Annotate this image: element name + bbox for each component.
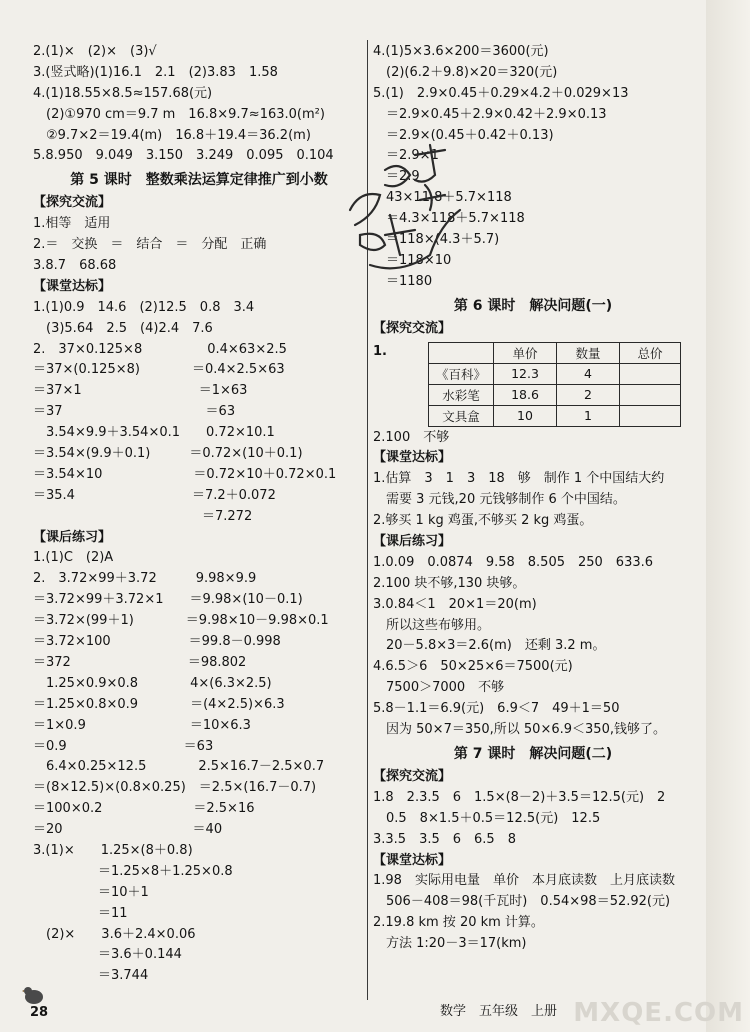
price-table-block (373, 342, 693, 428)
answer-line: 1.估算 3 1 3 18 够 制作 1 个中国结大约 (373, 471, 665, 487)
table-cell (620, 363, 681, 384)
table-row (429, 405, 681, 426)
answer-line: 所以这些布够用。 (373, 617, 491, 633)
table-cell: 《百科》 (429, 363, 494, 384)
answer-line: 1.0.09 0.0874 9.58 8.505 250 633.6 (373, 554, 654, 570)
answer-line: 3.(1)× 1.25×(8＋0.8) (33, 842, 193, 858)
answer-line: ＝118×10 (373, 252, 452, 268)
answer-line: 4.(1)5×3.6×200＝3600(元) (373, 44, 549, 59)
answer-line: 2.够买 1 kg 鸡蛋,不够买 2 kg 鸡蛋。 (373, 513, 593, 529)
answer-line: ＝2.9×1 (373, 148, 439, 164)
answer-line: ＝10＋1 (33, 884, 149, 900)
answer-line: ＝3.72×(99＋1) ＝9.98×10－9.98×0.1 (33, 613, 329, 629)
answer-line: ＝35.4 ＝7.2＋0.072 (33, 487, 276, 503)
table-cell: 水彩笔 (429, 384, 494, 405)
answer-line: 3.54×9.9＋3.54×0.1 0.72×10.1 (33, 425, 275, 441)
table-question-number: 1. (373, 343, 387, 359)
page-footer: 数学 五年级 上册 (440, 1004, 558, 1019)
answer-line: (2)× 3.6＋2.4×0.06 (33, 926, 196, 942)
section-title: 【课堂达标】 (373, 450, 452, 466)
hen-icon (22, 984, 46, 1006)
answer-line: ＝2.9 (373, 169, 420, 185)
answer-line: ＝1.25×8＋1.25×0.8 (33, 863, 233, 879)
answer-line: ＝1180 (373, 273, 433, 289)
table-cell: 1 (557, 405, 620, 426)
answer-line: 5.(1) 2.9×0.45＋0.29×4.2＋0.029×13 (373, 85, 629, 101)
answer-line: ＝3.6＋0.144 (33, 947, 182, 963)
answer-line: ②9.7×2＝19.4(m) 16.8＋19.4＝36.2(m) (33, 127, 311, 143)
answer-line: (2)(6.2＋9.8)×20＝320(元) (373, 64, 558, 80)
answer-line: 5.8－1.1＝6.9(元) 6.9＜7 49＋1＝50 (373, 701, 620, 717)
lesson-heading: 第 5 课时 整数乘法运算定律推广到小数 (70, 172, 328, 189)
answer-line: 3.(竖式略)(1)16.1 2.1 (2)3.83 1.58 (33, 64, 278, 80)
section-title: 【探究交流】 (373, 768, 452, 784)
page-number: 28 (30, 1005, 49, 1020)
table-cell: 文具盒 (429, 405, 494, 426)
answer-line: ＝37 ＝63 (33, 404, 236, 420)
answer-line: ＝37×(0.125×8) ＝0.4×2.5×63 (33, 362, 285, 378)
section-title: 【课堂达标】 (373, 852, 452, 868)
answer-line: 4.6.5＞6 50×25×6＝7500(元) (373, 659, 573, 675)
answer-line: 2.100 不够 (373, 429, 450, 445)
table-header-cell: 总价 (620, 342, 681, 363)
answer-line: ＝372 ＝98.802 (33, 654, 247, 670)
table-cell: 2 (557, 384, 620, 405)
section-title: 【探究交流】 (33, 195, 112, 211)
answer-line: 4.(1)18.55×8.5≈157.68(元) (33, 85, 213, 101)
left-column (33, 42, 365, 987)
answer-line: ＝20 ＝40 (33, 822, 223, 838)
answer-line: 20－5.8×3＝2.6(m) 还剩 3.2 m。 (373, 638, 606, 654)
answer-line: ＝3.72×99＋3.72×1 ＝9.98×(10－0.1) (33, 592, 303, 608)
table-cell: 10 (494, 405, 557, 426)
table-cell (620, 384, 681, 405)
answer-line: 1.(1)0.9 14.6 (2)12.5 0.8 3.4 (33, 299, 255, 315)
lesson-heading: 第 7 课时 解决问题(二) (453, 745, 613, 762)
section-title: 【课堂达标】 (33, 278, 112, 294)
answer-line: 因为 50×7＝350,所以 50×6.9＜350,钱够了。 (373, 722, 666, 738)
answer-line: 2.＝ 交换 ＝ 结合 ＝ 分配 正确 (33, 237, 267, 253)
answer-line: 1.98 实际用电量 单价 本月底读数 上月底读数 (373, 873, 675, 889)
table-header-row (429, 342, 681, 363)
answer-line: 需要 3 元钱,20 元钱够制作 6 个中国结。 (373, 492, 626, 508)
answer-line: 3.8.7 68.68 (33, 258, 117, 274)
answer-line: (2)①970 cm＝9.7 m 16.8×9.7≈163.0(m²) (33, 106, 325, 122)
adjacent-page-edge (706, 0, 750, 1032)
answer-line: ＝7.272 (33, 508, 253, 524)
section-title: 【探究交流】 (373, 320, 452, 336)
answer-line: 5.8.950 9.049 3.150 3.249 0.095 0.104 (33, 148, 334, 164)
answer-line: 1.(1)C (2)A (33, 550, 114, 566)
table-row (429, 384, 681, 405)
answer-line: ＝2.9×0.45＋2.9×0.42＋2.9×0.13 (373, 106, 607, 122)
answer-line: 3.0.84＜1 20×1＝20(m) (373, 596, 537, 612)
answer-line: 1.8 2.3.5 6 1.5×(8－2)＋3.5＝12.5(元) 2 (373, 789, 666, 805)
right-bottom-block (373, 428, 693, 955)
handwritten-stamp-icon (330, 140, 470, 290)
answer-line: 1.25×0.9×0.8 4×(6.3×2.5) (33, 675, 272, 691)
table-header-cell: 单价 (494, 342, 557, 363)
table-cell: 4 (557, 363, 620, 384)
answer-line: 方法 1:20－3＝17(km) (373, 936, 527, 952)
answer-line: 2.19.8 km 按 20 km 计算。 (373, 915, 544, 931)
lesson-heading: 第 6 课时 解决问题(一) (453, 297, 613, 314)
answer-line: 2. 3.72×99＋3.72 9.98×9.9 (33, 571, 257, 587)
answer-line: ＝3.744 (33, 968, 149, 984)
answer-line: 0.5 8×1.5＋0.5＝12.5(元) 12.5 (373, 810, 601, 826)
table-header-cell (429, 342, 494, 363)
answer-line: ＝2.9×(0.45＋0.42＋0.13) (373, 127, 554, 143)
answer-line: ＝3.54×(9.9＋0.1) ＝0.72×(10＋0.1) (33, 446, 303, 462)
answer-line: ＝0.9 ＝63 (33, 738, 214, 754)
answer-line: 3.3.5 3.5 6 6.5 8 (373, 831, 516, 847)
answer-line: ＝3.54×10 ＝0.72×10＋0.72×0.1 (33, 466, 337, 482)
table-row (429, 363, 681, 384)
answer-line: 506－408＝98(千瓦时) 0.54×98＝52.92(元) (373, 894, 671, 910)
answer-line: ＝1.25×0.8×0.9 ＝(4×2.5)×6.3 (33, 696, 285, 712)
answer-line: ＝3.72×100 ＝99.8－0.998 (33, 634, 281, 650)
table-header-cell: 数量 (557, 342, 620, 363)
table-cell (620, 405, 681, 426)
table-cell: 18.6 (494, 384, 557, 405)
answer-line: ＝1×0.9 ＝10×6.3 (33, 717, 251, 733)
answer-line: 43×11.8＋5.7×118 (373, 190, 512, 206)
answer-line: ＝118×(4.3＋5.7) (373, 232, 500, 248)
answer-line: ＝100×0.2 ＝2.5×16 (33, 801, 255, 817)
answer-line: 7500＞7000 不够 (373, 680, 505, 696)
answer-line: 6.4×0.25×12.5 2.5×16.7－2.5×0.7 (33, 759, 325, 775)
section-title: 【课后练习】 (373, 534, 452, 550)
section-title: 【课后练习】 (33, 529, 112, 545)
answer-line: ＝4.3×118＋5.7×118 (373, 211, 525, 227)
answer-line: 1.相等 适用 (33, 216, 111, 232)
table-cell: 12.3 (494, 363, 557, 384)
answer-line: 2.(1)× (2)× (3)√ (33, 44, 157, 59)
watermark-logo: MXQE.COM (573, 998, 744, 1028)
answer-line: 2. 37×0.125×8 0.4×63×2.5 (33, 341, 287, 357)
answer-line: ＝(8×12.5)×(0.8×0.25) ＝2.5×(16.7－0.7) (33, 780, 317, 796)
answer-line: (3)5.64 2.5 (4)2.4 7.6 (33, 320, 213, 336)
answer-line: 2.100 块不够,130 块够。 (373, 575, 526, 591)
answer-line: ＝11 (33, 905, 128, 921)
price-table (428, 342, 681, 427)
answer-line: ＝37×1 ＝1×63 (33, 383, 248, 399)
